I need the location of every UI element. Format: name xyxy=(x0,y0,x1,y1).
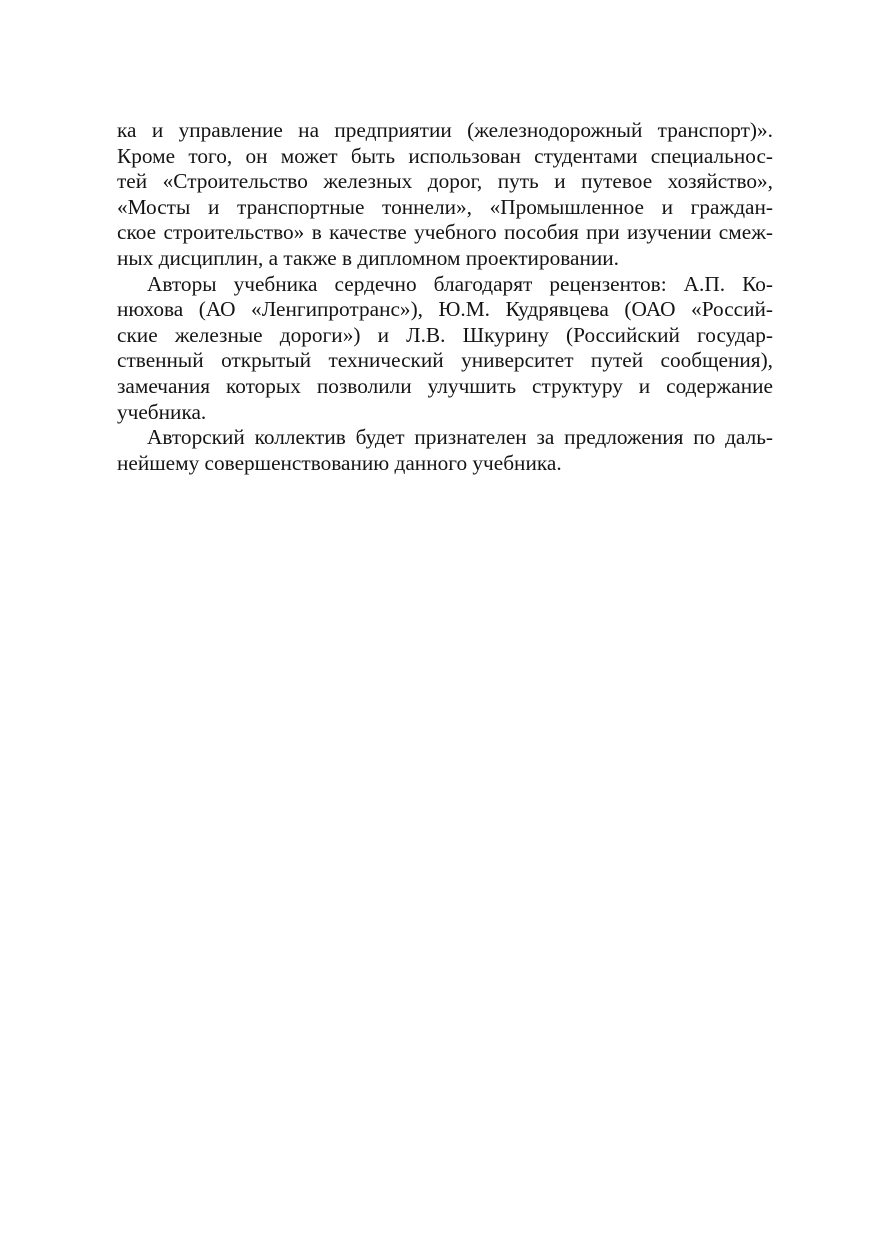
paragraph-3 xyxy=(117,425,773,476)
body-text xyxy=(117,118,773,476)
text-line: Авторы учебника сердечно благодарят рецензентов: А.П. Ко- xyxy=(147,271,773,296)
paragraph-2 xyxy=(117,272,773,426)
text-line: Авторский коллектив будет признателен за предложения по даль- xyxy=(147,425,773,450)
text-line: замечания которых позволили улучшить структуру и содержание xyxy=(117,373,773,398)
text-line: ных дисциплин, а также в дипломном проектировании. xyxy=(117,245,619,270)
text-line: Кроме того, он может быть использован студентами специальнос- xyxy=(117,143,773,168)
text-line: учебника. xyxy=(117,399,207,424)
text-line: нейшему совершенствованию данного учебника. xyxy=(117,450,562,475)
text-line: нюхова (АО «Ленгипротранс»), Ю.М. Кудрявцева (ОАО «Россий- xyxy=(117,297,773,322)
text-line: ственный открытый технический университет путей сообщения), xyxy=(117,348,773,373)
text-line: «Мосты и транспортные тоннели», «Промышленное и граждан- xyxy=(117,194,773,219)
text-line: ка и управление на предприятии (железнодорожный транспорт)». xyxy=(117,118,773,142)
text-line: тей «Строительство железных дорог, путь и путевое хозяйство», xyxy=(117,169,773,194)
text-line: ское строительство» в качестве учебного пособия при изучении смеж- xyxy=(117,220,773,245)
paragraph-1 xyxy=(117,118,773,272)
text-line: ские железные дороги») и Л.В. Шкурину (Российский государ- xyxy=(117,322,773,347)
